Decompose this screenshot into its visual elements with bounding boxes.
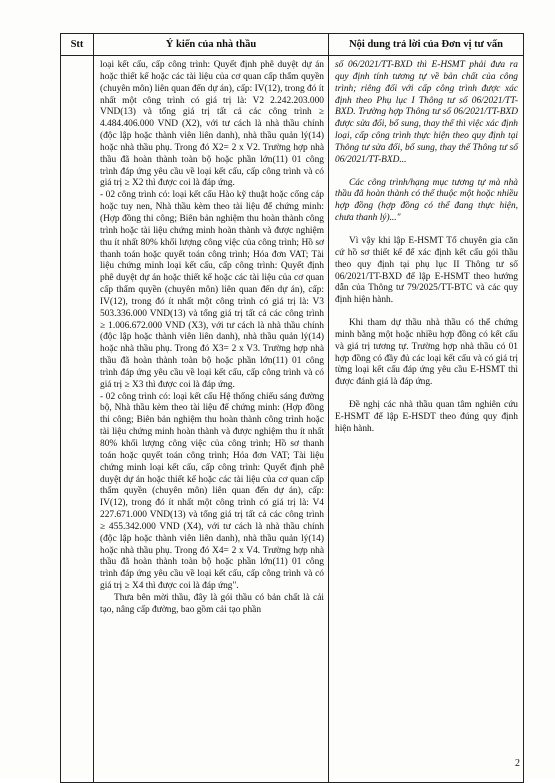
table-header-row	[61, 34, 524, 56]
contractor-opinion-cell	[94, 56, 329, 783]
response-table	[60, 33, 524, 783]
header-contractor-opinion: Ý kiến của nhà thầu	[94, 34, 329, 56]
table-row	[61, 56, 524, 783]
reply-paragraph: Đề nghị các nhà thầu quan tâm nghiên cứu E-HSMT để lập E-HSDT theo đúng quy định hiện hành.	[335, 400, 518, 434]
reply-paragraph: Khi tham dự thầu nhà thầu có thể chứng minh bằng một hoặc nhiều hợp đồng có kết cấu và giá trị tương tự. Trường hợp nhà thầu có 01 hợp đồng có đầy đủ các loại kết cấu và có giá trị từng loại kết cấu đáp ứng yêu cầu E-HSMT thì được đánh giá là đáp ứng.	[335, 318, 518, 388]
contractor-paragraph: Thưa bên mời thầu, đây là gói thầu có bản chất là cải tạo, nâng cấp đường, bao gồm cải tạo phần	[100, 592, 324, 615]
page-number: 2	[515, 758, 520, 769]
header-consultant-reply: Nội dung trả lời của Đơn vị tư vấn	[329, 34, 524, 56]
regulation-quote: số 06/2021/TT-BXD thì E-HSMT phải đưa ra quy định tính tương tự về bản chất của công trình; riêng đối với cấp công trình được xác định theo Phụ lục I Thông tư số 06/2021/TT-BXD. Trường hợp Thông tư số 06/2021/TT-BXD được sửa đổi, bổ sung, thay thế thì việc xác định loại, cấp công trình thực hiện theo quy định tại Thông tư sửa đổi, bổ sung, thay thế Thông tư số 06/2021/TT-BXD...	[335, 60, 518, 165]
header-stt: Stt	[61, 34, 94, 56]
contractor-paragraph: loại kết cấu, cấp công trình: Quyết định phê duyệt dự án hoặc thiết kế hoặc các tài liệu của cơ quan cấp thẩm quyền (chuyên môn) liên quan đến dự án), cấp: IV(12), trong đó ít nhất một công trình có giá trị là: V2 2.242.203.000 VND(13) và tổng giá trị tất cả các công trình ≥ 4.484.406.000 VND (X2), với tư cách là nhà thầu chính (độc lập hoặc thành viên liên danh), nhà thầu quản lý(14) hoặc nhà thầu phụ. Trong đó X2= 2 x V2. Trường hợp nhà thầu đã hoàn thành toàn bộ hoặc phần lớn(11) 01 công trình đáp ứng yêu cầu về loại kết cấu, cấp công trình và có giá trị ≥ X2 thì được coi là đáp ứng.	[100, 60, 324, 189]
reply-paragraph: Vì vậy khi lập E-HSMT Tổ chuyên gia căn cứ hồ sơ thiết kế để xác định kết cấu gói thầu theo quy định tại phụ lục II Thông tư số 06/2021/TT-BXD để lập E-HSMT theo hướng dẫn của Thông tư 79/2025/TT-BTC và các quy định hiện hành.	[335, 235, 518, 306]
contractor-paragraph: - 02 công trình có: loại kết cấu Hào kỹ thuật hoặc cống cáp hoặc tuy nen, Nhà thầu kèm theo tài liệu để chứng minh: (Hợp đồng thi công; Biên bản nghiệm thu hoàn thành công trình hoặc tài liệu chứng minh hoàn thành và được nghiệm thu ít nhất 80% khối lượng công việc của công trình; Hồ sơ thanh toán hoặc quyết toán công trình; Hóa đơn VAT; Tài liệu chứng minh loại kết cấu, cấp công trình: Quyết định phê duyệt dự án hoặc thiết kế hoặc các tài liệu của cơ quan cấp thẩm quyền (chuyên môn) liên quan đến dự án), cấp: IV(12), trong đó ít nhất một công trình có giá trị là: V3 503.336.000 VND(13) và tổng giá trị tất cả các công trình ≥ 1.006.672.000 VND (X3), với tư cách là nhà thầu chính (độc lập hoặc thành viên liên danh), nhà thầu quản lý(14) hoặc nhà thầu phụ. Trong đó X3= 2 x V3. Trường hợp nhà thầu đã hoàn thành toàn bộ hoặc phần lớn(11) 01 công trình đáp ứng yêu cầu về loại kết cấu, cấp công trình và có giá trị ≥ X3 thì được coi là đáp ứng.	[100, 190, 324, 390]
contractor-paragraph: - 02 công trình có: loại kết cấu Hệ thống chiếu sáng đường bộ, Nhà thầu kèm theo tài liệu để chứng minh: (Hợp đồng thi công; Biên bản nghiệm thu hoàn thành công trình hoặc tài liệu chứng minh hoàn thành và được nghiệm thu ít nhất 80% khối lượng công việc của công trình; Hồ sơ thanh toán hoặc quyết toán công trình; Hóa đơn VAT; Tài liệu chứng minh loại kết cấu, cấp công trình: Quyết định phê duyệt dự án hoặc thiết kế hoặc các tài liệu của cơ quan cấp thẩm quyền (chuyên môn) liên quan đến dự án), cấp: IV(12), trong đó ít nhất một công trình có giá trị là: V4 227.671.000 VND(13) và tổng giá trị tất cả các công trình ≥ 455.342.000 VND (X4), với tư cách là nhà thầu chính (độc lập hoặc thành viên liên danh), nhà thầu quản lý(14) hoặc nhà thầu phụ. Trong đó X4= 2 x V4. Trường hợp nhà thầu đã hoàn thành toàn bộ hoặc phần lớn(11) 01 công trình đáp ứng yêu cầu về loại kết cấu, cấp công trình và có giá trị ≥ X4 thì được coi là đáp ứng".	[100, 391, 324, 592]
consultant-reply-cell	[329, 56, 524, 783]
stt-cell	[61, 56, 94, 783]
regulation-quote-2: Các công trình/hạng mục tương tự mà nhà thầu đã hoàn thành có thể thuộc một hoặc nhiều hợp đồng (hợp đồng có thể đang thực hiện, chưa thanh lý)..."	[335, 177, 518, 224]
